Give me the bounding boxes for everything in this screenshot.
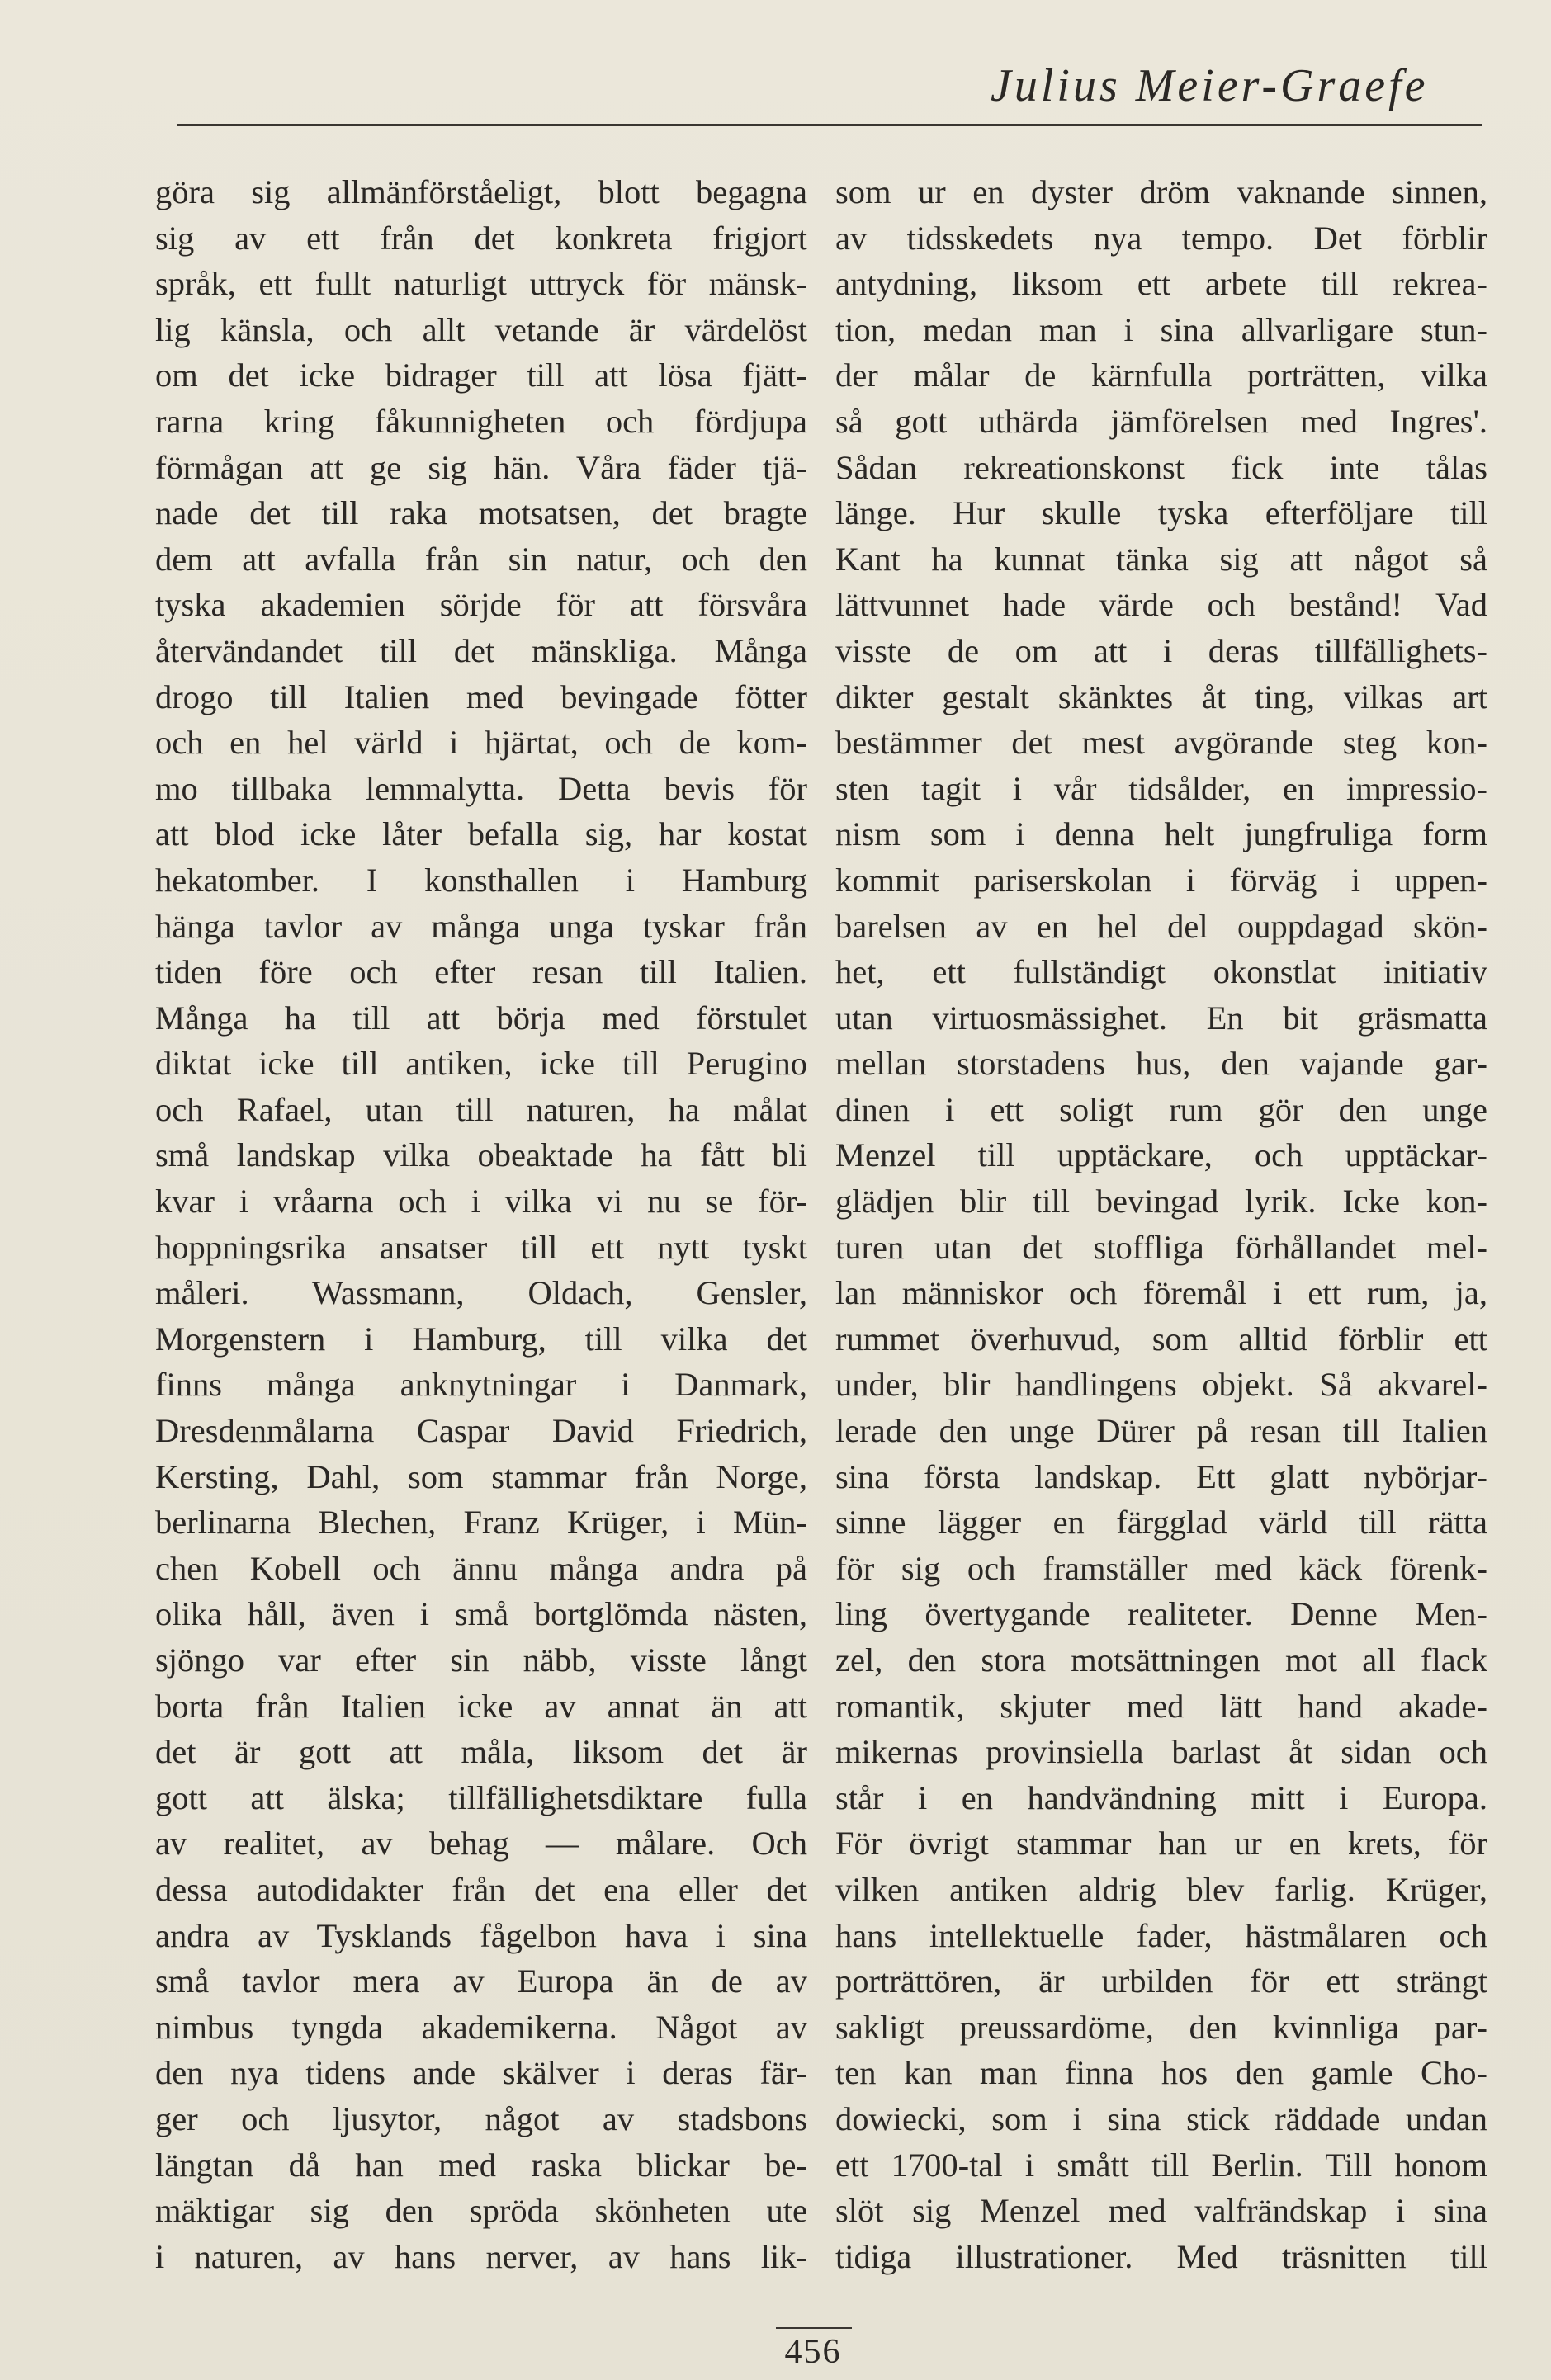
text-line: för sig och framställer med käck förenk- <box>835 1549 1487 1587</box>
text-line: ger och ljusytor, något av stadsbons <box>155 2099 807 2137</box>
text-line: vilken antiken aldrig blev farlig. Krüger, <box>835 1870 1487 1908</box>
text-line: och Rafael, utan till naturen, ha målat <box>155 1090 807 1128</box>
text-line: För övrigt stammar han ur en krets, för <box>835 1825 1487 1863</box>
text-line: sakligt preussardöme, den kvinnliga par- <box>835 2008 1487 2046</box>
text-line: zel, den stora motsättningen mot all flack <box>835 1641 1487 1679</box>
text-line: att blod icke låter befalla sig, har kostat <box>155 815 807 853</box>
text-line: utan virtuosmässighet. En bit gräsmatta <box>835 999 1487 1037</box>
text-line: antydning, liksom ett arbete till rekrea- <box>835 265 1487 303</box>
text-line: dowiecki, som i sina stick räddade undan <box>835 2099 1487 2137</box>
text-line: hänga tavlor av många unga tyskar från <box>155 907 807 945</box>
text-line: nimbus tyngda akademikerna. Något av <box>155 2008 807 2046</box>
text-line: dem att avfalla från sin natur, och den <box>155 540 807 578</box>
text-line: Många ha till att börja med förstulet <box>155 999 807 1037</box>
header-rule <box>177 124 1482 126</box>
text-line: chen Kobell och ännu många andra på <box>155 1549 807 1587</box>
text-line: glädjen blir till bevingad lyrik. Icke kon- <box>835 1183 1487 1221</box>
text-line: nism som i denna helt jungfruliga form <box>835 815 1487 853</box>
text-line: borta från Italien icke av annat än att <box>155 1687 807 1725</box>
running-head: Julius Meier-Graefe <box>991 60 1429 111</box>
text-line: sig av ett från det konkreta frigjort <box>155 219 807 257</box>
left-text-column <box>155 169 807 2279</box>
text-line: dessa autodidakter från det ena eller det <box>155 1870 807 1908</box>
text-line: sinne lägger en färgglad värld till rätta <box>835 1504 1487 1542</box>
right-text-column <box>835 169 1487 2279</box>
text-line: mäktigar sig den spröda skönheten ute <box>155 2192 807 2230</box>
text-line: Dresdenmålarna Caspar David Friedrich, <box>155 1412 807 1450</box>
text-line: sten tagit i vår tidsålder, en impressio- <box>835 769 1487 807</box>
text-line: dikter gestalt skänktes åt ting, vilkas art <box>835 678 1487 715</box>
text-line: mellan storstadens hus, den vajande gar- <box>835 1045 1487 1083</box>
text-line: ling övertygande realiteter. Denne Men- <box>835 1595 1487 1633</box>
text-line: återvändandet till det mänskliga. Många <box>155 631 807 669</box>
text-line: lättvunnet hade värde och bestånd! Vad <box>835 586 1487 624</box>
text-line: om det icke bidrager till att lösa fjätt- <box>155 357 807 394</box>
text-line: het, ett fullständigt okonstlat initiativ <box>835 953 1487 991</box>
text-line: turen utan det stoffliga förhållandet mel- <box>835 1228 1487 1266</box>
text-line: nade det till raka motsatsen, det bragte <box>155 494 807 532</box>
page-number: 456 <box>784 2333 842 2371</box>
text-line: kvar i vråarna och i vilka vi nu se för- <box>155 1183 807 1221</box>
text-line: Kant ha kunnat tänka sig att något så <box>835 540 1487 578</box>
text-line: länge. Hur skulle tyska efterföljare till <box>835 494 1487 532</box>
text-line: rummet överhuvud, som alltid förblir ett <box>835 1320 1487 1358</box>
text-line: hans intellektuelle fader, hästmålaren och <box>835 1916 1487 1954</box>
text-line: av realitet, av behag — målare. Och <box>155 1825 807 1863</box>
text-line: porträttören, är urbilden för ett strängt <box>835 1962 1487 2000</box>
text-line: små tavlor mera av Europa än de av <box>155 1962 807 2000</box>
text-line: i naturen, av hans nerver, av hans lik- <box>155 2237 807 2275</box>
text-line: av tidsskedets nya tempo. Det förblir <box>835 219 1487 257</box>
text-line: berlinarna Blechen, Franz Krüger, i Mün- <box>155 1504 807 1542</box>
text-line: drogo till Italien med bevingade fötter <box>155 678 807 715</box>
text-line: gott att älska; tillfällighetsdiktare fulla <box>155 1778 807 1816</box>
text-line: längtan då han med raska blickar be- <box>155 2146 807 2184</box>
text-line: andra av Tysklands fågelbon hava i sina <box>155 1916 807 1954</box>
text-line: finns många anknytningar i Danmark, <box>155 1366 807 1404</box>
text-line: der målar de kärnfulla porträtten, vilka <box>835 357 1487 394</box>
text-line: språk, ett fullt naturligt uttryck för mänsk- <box>155 265 807 303</box>
text-line: står i en handvändning mitt i Europa. <box>835 1778 1487 1816</box>
text-line: barelsen av en hel del ouppdagad skön- <box>835 907 1487 945</box>
text-line: Kersting, Dahl, som stammar från Norge, <box>155 1457 807 1495</box>
text-line: sina första landskap. Ett glatt nybörjar- <box>835 1457 1487 1495</box>
text-line: förmågan att ge sig hän. Våra fäder tjä- <box>155 448 807 486</box>
text-line: bestämmer det mest avgörande steg kon- <box>835 724 1487 762</box>
text-line: den nya tidens ande skälver i deras fär- <box>155 2054 807 2092</box>
text-line: små landskap vilka obeaktade ha fått bli <box>155 1136 807 1174</box>
text-line: tion, medan man i sina allvarligare stun- <box>835 310 1487 348</box>
text-line: olika håll, även i små bortglömda nästen, <box>155 1595 807 1633</box>
text-line: dinen i ett soligt rum gör den unge <box>835 1090 1487 1128</box>
text-line: sjöngo var efter sin näbb, visste långt <box>155 1641 807 1679</box>
text-line: så gott uthärda jämförelsen med Ingres'. <box>835 402 1487 440</box>
page-number-rule <box>776 2327 852 2329</box>
text-line: göra sig allmänförståeligt, blott begagna <box>155 173 807 210</box>
text-line: hekatomber. I konsthallen i Hamburg <box>155 861 807 899</box>
text-line: Menzel till upptäckare, och upptäckar- <box>835 1136 1487 1174</box>
text-line: hoppningsrika ansatser till ett nytt tyskt <box>155 1228 807 1266</box>
text-line: tyska akademien sörjde för att försvåra <box>155 586 807 624</box>
text-line: diktat icke till antiken, icke till Perugino <box>155 1045 807 1083</box>
text-line: ett 1700-tal i smått till Berlin. Till honom <box>835 2146 1487 2184</box>
text-line: kommit pariserskolan i förväg i uppen- <box>835 861 1487 899</box>
text-line: mo tillbaka lemmalytta. Detta bevis för <box>155 769 807 807</box>
text-line: det är gott att måla, liksom det är <box>155 1733 807 1771</box>
text-line: Sådan rekreationskonst fick inte tålas <box>835 448 1487 486</box>
text-line: under, blir handlingens objekt. Så akvarel- <box>835 1366 1487 1404</box>
text-line: lig känsla, och allt vetande är värdelöst <box>155 310 807 348</box>
text-line: slöt sig Menzel med valfrändskap i sina <box>835 2192 1487 2230</box>
text-line: och en hel värld i hjärtat, och de kom- <box>155 724 807 762</box>
text-line: visste de om att i deras tillfällighets- <box>835 631 1487 669</box>
text-line: tidiga illustrationer. Med träsnitten till <box>835 2237 1487 2275</box>
text-line: rarna kring fåkunnigheten och fördjupa <box>155 402 807 440</box>
text-line: Morgenstern i Hamburg, till vilka det <box>155 1320 807 1358</box>
text-line: lan människor och föremål i ett rum, ja, <box>835 1274 1487 1312</box>
text-line: tiden före och efter resan till Italien. <box>155 953 807 991</box>
text-line: som ur en dyster dröm vaknande sinnen, <box>835 173 1487 210</box>
text-line: lerade den unge Dürer på resan till Italien <box>835 1412 1487 1450</box>
text-line: måleri. Wassmann, Oldach, Gensler, <box>155 1274 807 1312</box>
text-line: romantik, skjuter med lätt hand akade- <box>835 1687 1487 1725</box>
text-line: ten kan man finna hos den gamle Cho- <box>835 2054 1487 2092</box>
text-line: mikernas provinsiella barlast åt sidan och <box>835 1733 1487 1771</box>
